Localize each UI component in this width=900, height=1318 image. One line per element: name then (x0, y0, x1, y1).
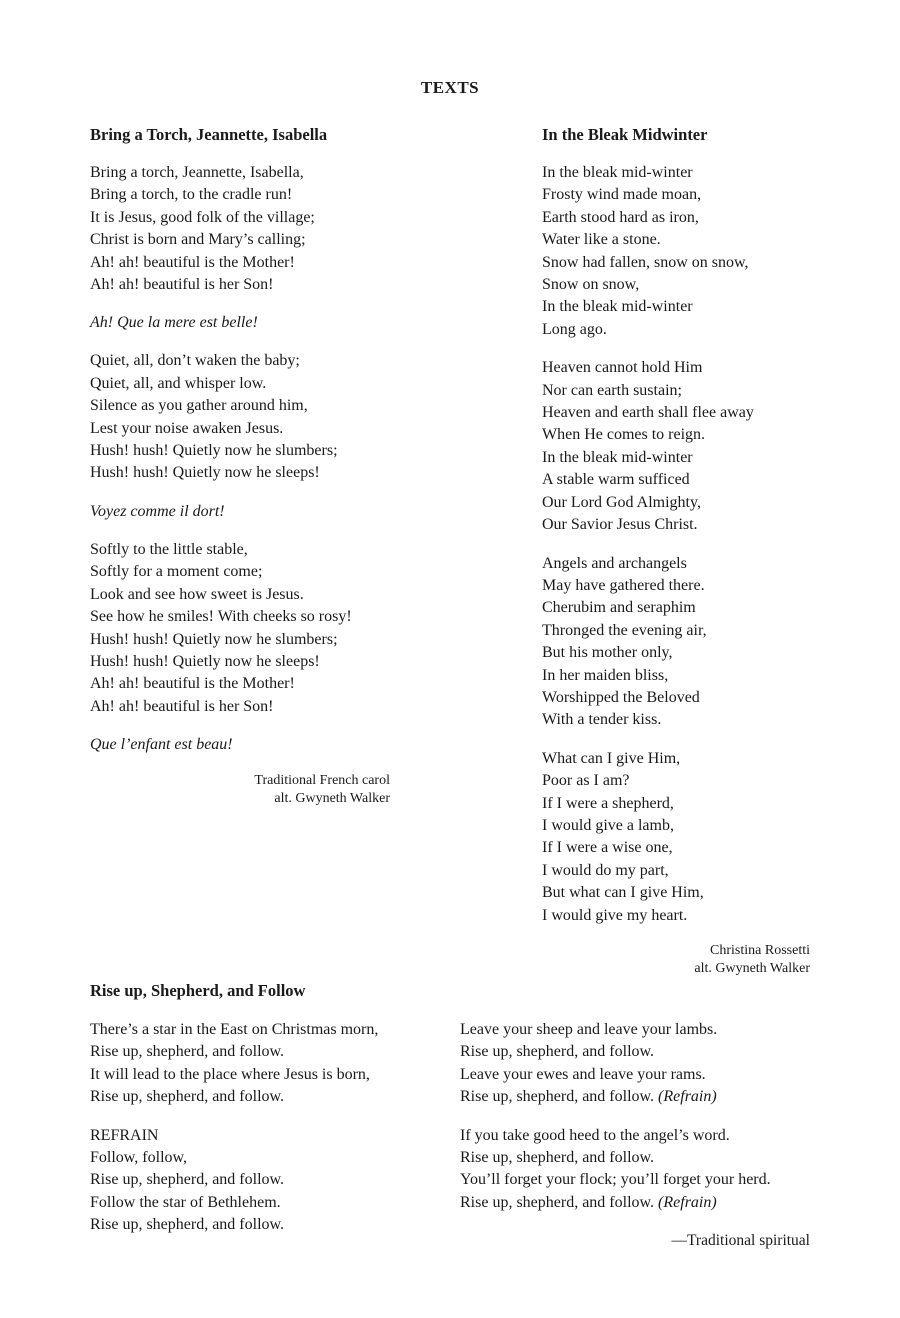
attribution-line: —Traditional spiritual (671, 1232, 810, 1249)
stanza-line: It is Jesus, good folk of the village; (90, 208, 315, 226)
song-title: In the Bleak Midwinter (542, 125, 708, 144)
stanza-line: Rise up, shepherd, and follow. (90, 1043, 285, 1061)
stanza-line: Worshipped the Beloved (542, 688, 700, 706)
french-refrain: Voyez comme il dort! (90, 502, 225, 520)
stanza-line: What can I give Him, (542, 749, 681, 767)
song-title: Bring a Torch, Jeannette, Isabella (90, 125, 328, 144)
attribution (560, 942, 810, 978)
stanza-line: Long ago. (542, 320, 607, 338)
stanza (90, 1019, 440, 1109)
stanza-line: When He comes to reign. (542, 426, 706, 444)
stanza (90, 539, 390, 718)
stanza-line: Ah! ah! beautiful is her Son! (90, 697, 274, 715)
stanza-line: If I were a shepherd, (542, 794, 674, 812)
stanza-line: Hush! hush! Quietly now he slumbers; (90, 442, 338, 460)
stanza-line: Bring a torch, Jeannette, Isabella, (90, 164, 304, 181)
stanza-line: Earth stood hard as iron, (542, 208, 699, 226)
song-bring-a-torch (90, 124, 390, 808)
rise-left-column (90, 1019, 440, 1253)
stanza-line: Nor can earth sustain; (542, 381, 682, 399)
stanza-lines (460, 1125, 810, 1192)
stanza-lines (460, 1019, 810, 1086)
stanza-line: Quiet, all, don’t waken the baby; (90, 352, 300, 370)
stanza-line: Leave your ewes and leave your rams. (460, 1065, 706, 1083)
stanza-line: Heaven cannot hold Him (542, 359, 703, 377)
stanza-line: Rise up, shepherd, and follow. (460, 1149, 655, 1167)
stanza-line: Water like a stone. (542, 231, 661, 249)
stanza (542, 553, 810, 732)
stanza-line: See how he smiles! With cheeks so rosy! (90, 608, 352, 626)
attribution-line: alt. Gwyneth Walker (274, 791, 390, 807)
refrain-marker: (Refrain) (658, 1088, 717, 1106)
stanza-line: Silence as you gather around him, (90, 397, 308, 415)
stanza-line: But his mother only, (542, 644, 673, 662)
page-title: TEXTS (420, 78, 480, 97)
french-refrain: Que l’enfant est beau! (90, 736, 233, 754)
stanza-line: Cherubim and seraphim (542, 599, 696, 617)
stanza-line: Softly for a moment come; (90, 563, 263, 581)
stanza-line: Frosty wind made moan, (542, 186, 702, 204)
stanza-line: Leave your sheep and leave your lambs. (460, 1021, 718, 1038)
stanza-line: Bring a torch, to the cradle run! (90, 186, 293, 204)
stanza-line: You’ll forget your flock; you’ll forget your herd. (460, 1171, 771, 1189)
stanza (460, 1125, 810, 1215)
stanza-line: Rise up, shepherd, and follow. (90, 1171, 285, 1189)
refrain-marker: (Refrain) (658, 1193, 717, 1211)
stanza (542, 162, 810, 341)
stanza-line (460, 1086, 810, 1108)
stanza-line: Look and see how sweet is Jesus. (90, 585, 304, 603)
stanza-line: There’s a star in the East on Christmas morn, (90, 1021, 379, 1038)
stanza-line: May have gathered there. (542, 576, 705, 594)
stanza-line: Hush! hush! Quietly now he slumbers; (90, 630, 338, 648)
stanza-line: It will lead to the place where Jesus is born, (90, 1065, 370, 1083)
stanza-line: I would give my heart. (542, 906, 688, 924)
stanza-line: I would do my part, (542, 861, 669, 879)
stanza-line: REFRAIN (90, 1126, 159, 1144)
stanza (542, 748, 810, 927)
stanza-line: Softly to the little stable, (90, 540, 248, 558)
stanza-line: Ah! ah! beautiful is her Son! (90, 276, 274, 294)
stanza-line: Snow had fallen, snow on snow, (542, 253, 749, 271)
stanza (542, 357, 810, 536)
stanza-line: In the bleak mid-winter (542, 448, 693, 466)
rise-right-column (460, 1019, 810, 1230)
stanza-line: Our Lord God Almighty, (542, 493, 701, 511)
stanza (90, 162, 390, 296)
stanza-line: Our Savior Jesus Christ. (542, 516, 698, 534)
stanza-line: Thronged the evening air, (542, 621, 707, 639)
stanza-line: Lest your noise awaken Jesus. (90, 419, 284, 437)
stanza-line: Rise up, shepherd, and follow. (460, 1043, 655, 1061)
stanza-line: Rise up, shepherd, and follow. (90, 1216, 285, 1234)
stanza-line: Heaven and earth shall flee away (542, 404, 754, 422)
stanza-line: In her maiden bliss, (542, 666, 669, 684)
attribution-line: alt. Gwyneth Walker (694, 961, 810, 976)
stanza-line: Follow the star of Bethlehem. (90, 1193, 281, 1211)
stanza-line: Hush! hush! Quietly now he sleeps! (90, 464, 320, 482)
line-text: Rise up, shepherd, and follow. (460, 1088, 655, 1106)
stanza-line: Angels and archangels (542, 554, 687, 572)
stanza-line: Ah! ah! beautiful is the Mother! (90, 675, 295, 693)
song-title: Rise up, Shepherd, and Follow (90, 981, 306, 1000)
stanza-line (460, 1192, 810, 1214)
song-bleak-midwinter (542, 124, 810, 943)
stanza-line: In the bleak mid-winter (542, 298, 693, 316)
stanza-line: Ah! ah! beautiful is the Mother! (90, 253, 295, 271)
attribution-line: Christina Rossetti (710, 943, 810, 958)
stanza-line: If you take good heed to the angel’s word. (460, 1126, 730, 1144)
french-refrain: Ah! Que la mere est belle! (90, 314, 258, 332)
attribution-line: Traditional French carol (254, 773, 390, 789)
attribution (560, 1232, 810, 1250)
stanza (90, 350, 390, 484)
refrain-stanza (90, 1125, 440, 1237)
stanza-line: Follow, follow, (90, 1149, 188, 1167)
stanza-line: Quiet, all, and whisper low. (90, 374, 267, 392)
stanza-line: A stable warm sufficed (542, 471, 690, 489)
line-text: Rise up, shepherd, and follow. (460, 1193, 655, 1211)
stanza-line: Hush! hush! Quietly now he sleeps! (90, 652, 320, 670)
stanza-line: With a tender kiss. (542, 711, 662, 729)
stanza (460, 1019, 810, 1109)
stanza-line: In the bleak mid-winter (542, 164, 693, 181)
stanza-line: But what can I give Him, (542, 884, 704, 902)
stanza-line: Snow on snow, (542, 276, 640, 294)
stanza-line: If I were a wise one, (542, 839, 673, 857)
stanza-line: I would give a lamb, (542, 816, 674, 834)
stanza-line: Poor as I am? (542, 772, 630, 790)
stanza-line: Rise up, shepherd, and follow. (90, 1088, 285, 1106)
attribution (90, 772, 390, 808)
stanza-line: Christ is born and Mary’s calling; (90, 231, 306, 249)
